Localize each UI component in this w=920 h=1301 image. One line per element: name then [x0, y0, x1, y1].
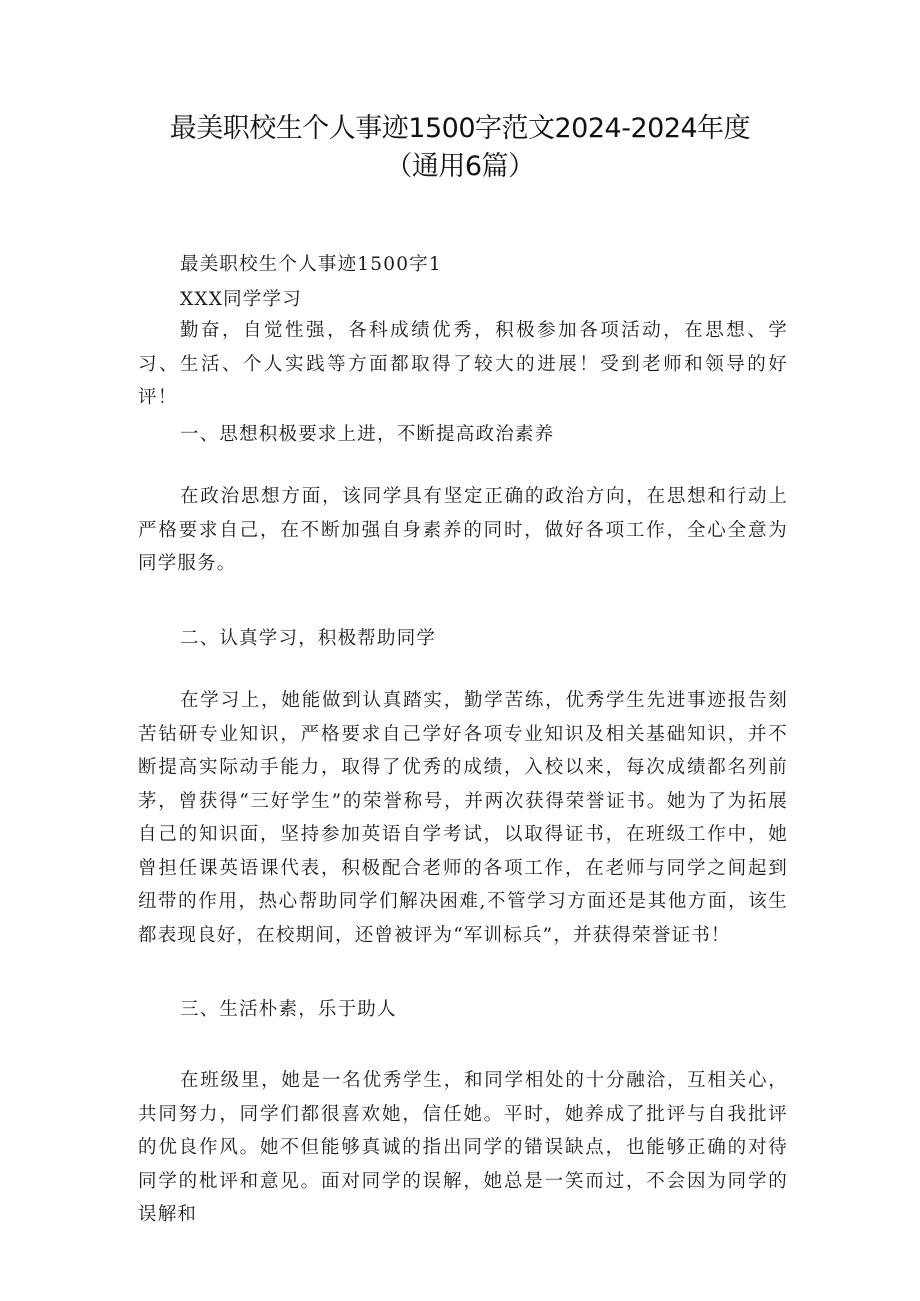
section-heading-3: 三、生活朴素，乐于助人: [180, 999, 397, 1020]
section-paragraph-1: 在政治思想方面，该同学具有坚定正确的政治方向，在思想和行动上严格要求自己，在不断加强自身素养的同时，做好各项工作，全心全意为同学服务。: [138, 486, 788, 574]
section-paragraph-3: 在班级里，她是一名优秀学生，和同学相处的十分融洽，互相关心，共同努力，同学们都很喜欢她，信任她。平时，她养成了批评与自我批评的优良作风。她不但能够真诚的指出同学的错误缺点，也能够正确的对待同学的枇评和意见。面对同学的误解，她总是一笑而过，不会因为同学的误解和: [138, 1070, 788, 1225]
document-title: 最美职校生个人事迹1500字范文2024-2024年度（通用6篇）: [169, 113, 751, 182]
section-heading-2: 二、认真学习，积极帮助同学: [180, 628, 437, 649]
intro-paragraph: 勤奋，自觉性强，各科成绩优秀，积极参加各项活动，在思想、学习、生活、个人实践等方面都取得了较大的进展！受到老师和领导的好评！: [138, 320, 788, 408]
document-subtitle: 最美职校生个人事迹1500字1: [180, 254, 442, 275]
subject-line: XXX同学学习: [180, 289, 302, 310]
section-heading-1: 一、思想积极要求上进，不断提高政治素养: [180, 424, 555, 445]
section-paragraph-2: 在学习上，她能做到认真踏实，勤学苦练，优秀学生先进事迹报告刻苦钻研专业知识，严格要求自己学好各项专业知识及相关基础知识，并不断提高实际动手能力，取得了优秀的成绩，入校以来，每次成绩都名列前茅，曾获得“三好学生”的荣誉称号，并两次获得荣誉证书。她为了为拓展自己的知识面，坚持参加英语自学考试，以取得证书，在班级工作中，她曾担任课英语课代表，积极配合老师的各项工作，在老师与同学之间起到纽带的作用，热心帮助同学们解决困难,不管学习方面还是其他方面，该生都表现良好，在校期间，还曾被评为“军训标兵”，并获得荣誉证书！: [138, 690, 788, 946]
